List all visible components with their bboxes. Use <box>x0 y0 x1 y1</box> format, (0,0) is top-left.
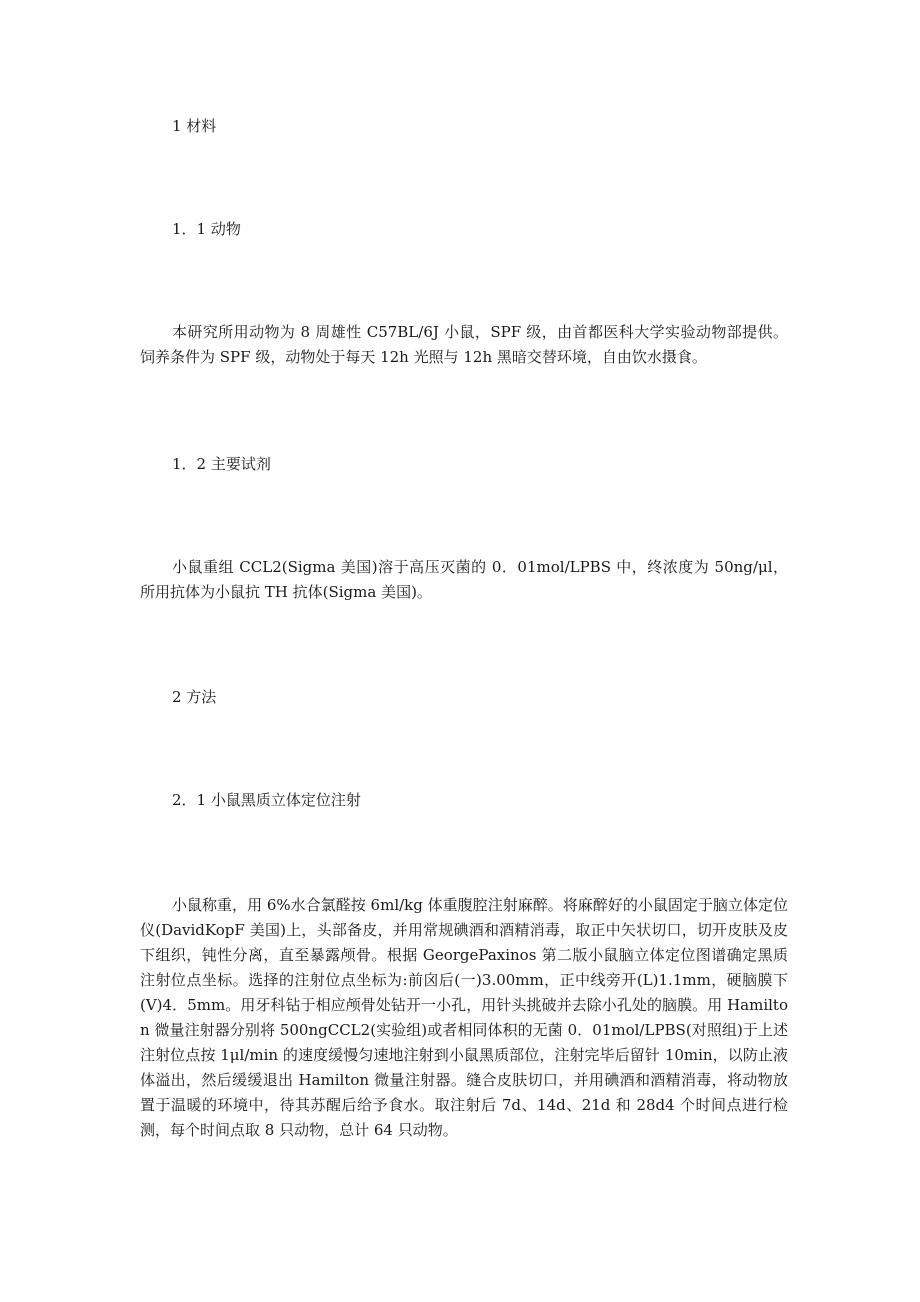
subsection-heading-animals: 1．1 动物 <box>172 220 241 238</box>
section-heading-materials: 1 材料 <box>172 117 217 135</box>
subsection-heading-reagents: 1．2 主要试剂 <box>172 455 271 473</box>
subsection-heading-injection: 2．1 小鼠黑质立体定位注射 <box>172 791 361 809</box>
paragraph-injection: 小鼠称重，用 6%水合氯醛按 6ml/kg 体重腹腔注射麻醉。将麻醉好的小鼠固定于脑立体定位仪(DavidKopF 美国)上，头部备皮，并用常规碘酒和酒精消毒，取正中矢状切口，切开皮肤及皮下组织，钝性分离，直至暴露颅骨。根据 GeorgePaxinos 第二版小鼠脑立体定位图谱确定黑质注射位点坐标。选择的注射位点坐标为:前囟后(一)3.00mm，正中线旁开(L)1.1mm，硬脑膜下(V)4．5mm。用牙科钻于相应颅骨处钻开一小孔，用针头挑破并去除小孔处的脑膜。用 Hamilton 微量注射器分别将 500ngCCL2(实验组)或者相同体积的无菌 0．01mol/LPBS(对照组)于上述注射位点按 1μl/min 的速度缓慢匀速地注射到小鼠黑质部位，注射完毕后留针 10min，以防止液体溢出，然后缓缓退出 Hamilton 微量注射器。缝合皮肤切口，并用碘酒和酒精消毒，将动物放置于温暖的环境中，待其苏醒后给予食水。取注射后 7d、14d、21d 和 28d4 个时间点进行检测，每个时间点取 8 只动物，总计 64 只动物。 <box>140 896 788 1139</box>
section-heading-methods: 2 方法 <box>172 688 217 706</box>
paragraph-animals: 本研究所用动物为 8 周雄性 C57BL/6J 小鼠，SPF 级，由首都医科大学实验动物部提供。饲养条件为 SPF 级，动物处于每天 12h 光照与 12h 黑暗交替环境，自由饮水摄食。 <box>140 323 788 366</box>
paragraph-reagents: 小鼠重组 CCL2(Sigma 美国)溶于高压灭菌的 0．01mol/LPBS 中，终浓度为 50ng/μl，所用抗体为小鼠抗 TH 抗体(Sigma 美国)。 <box>140 558 788 601</box>
